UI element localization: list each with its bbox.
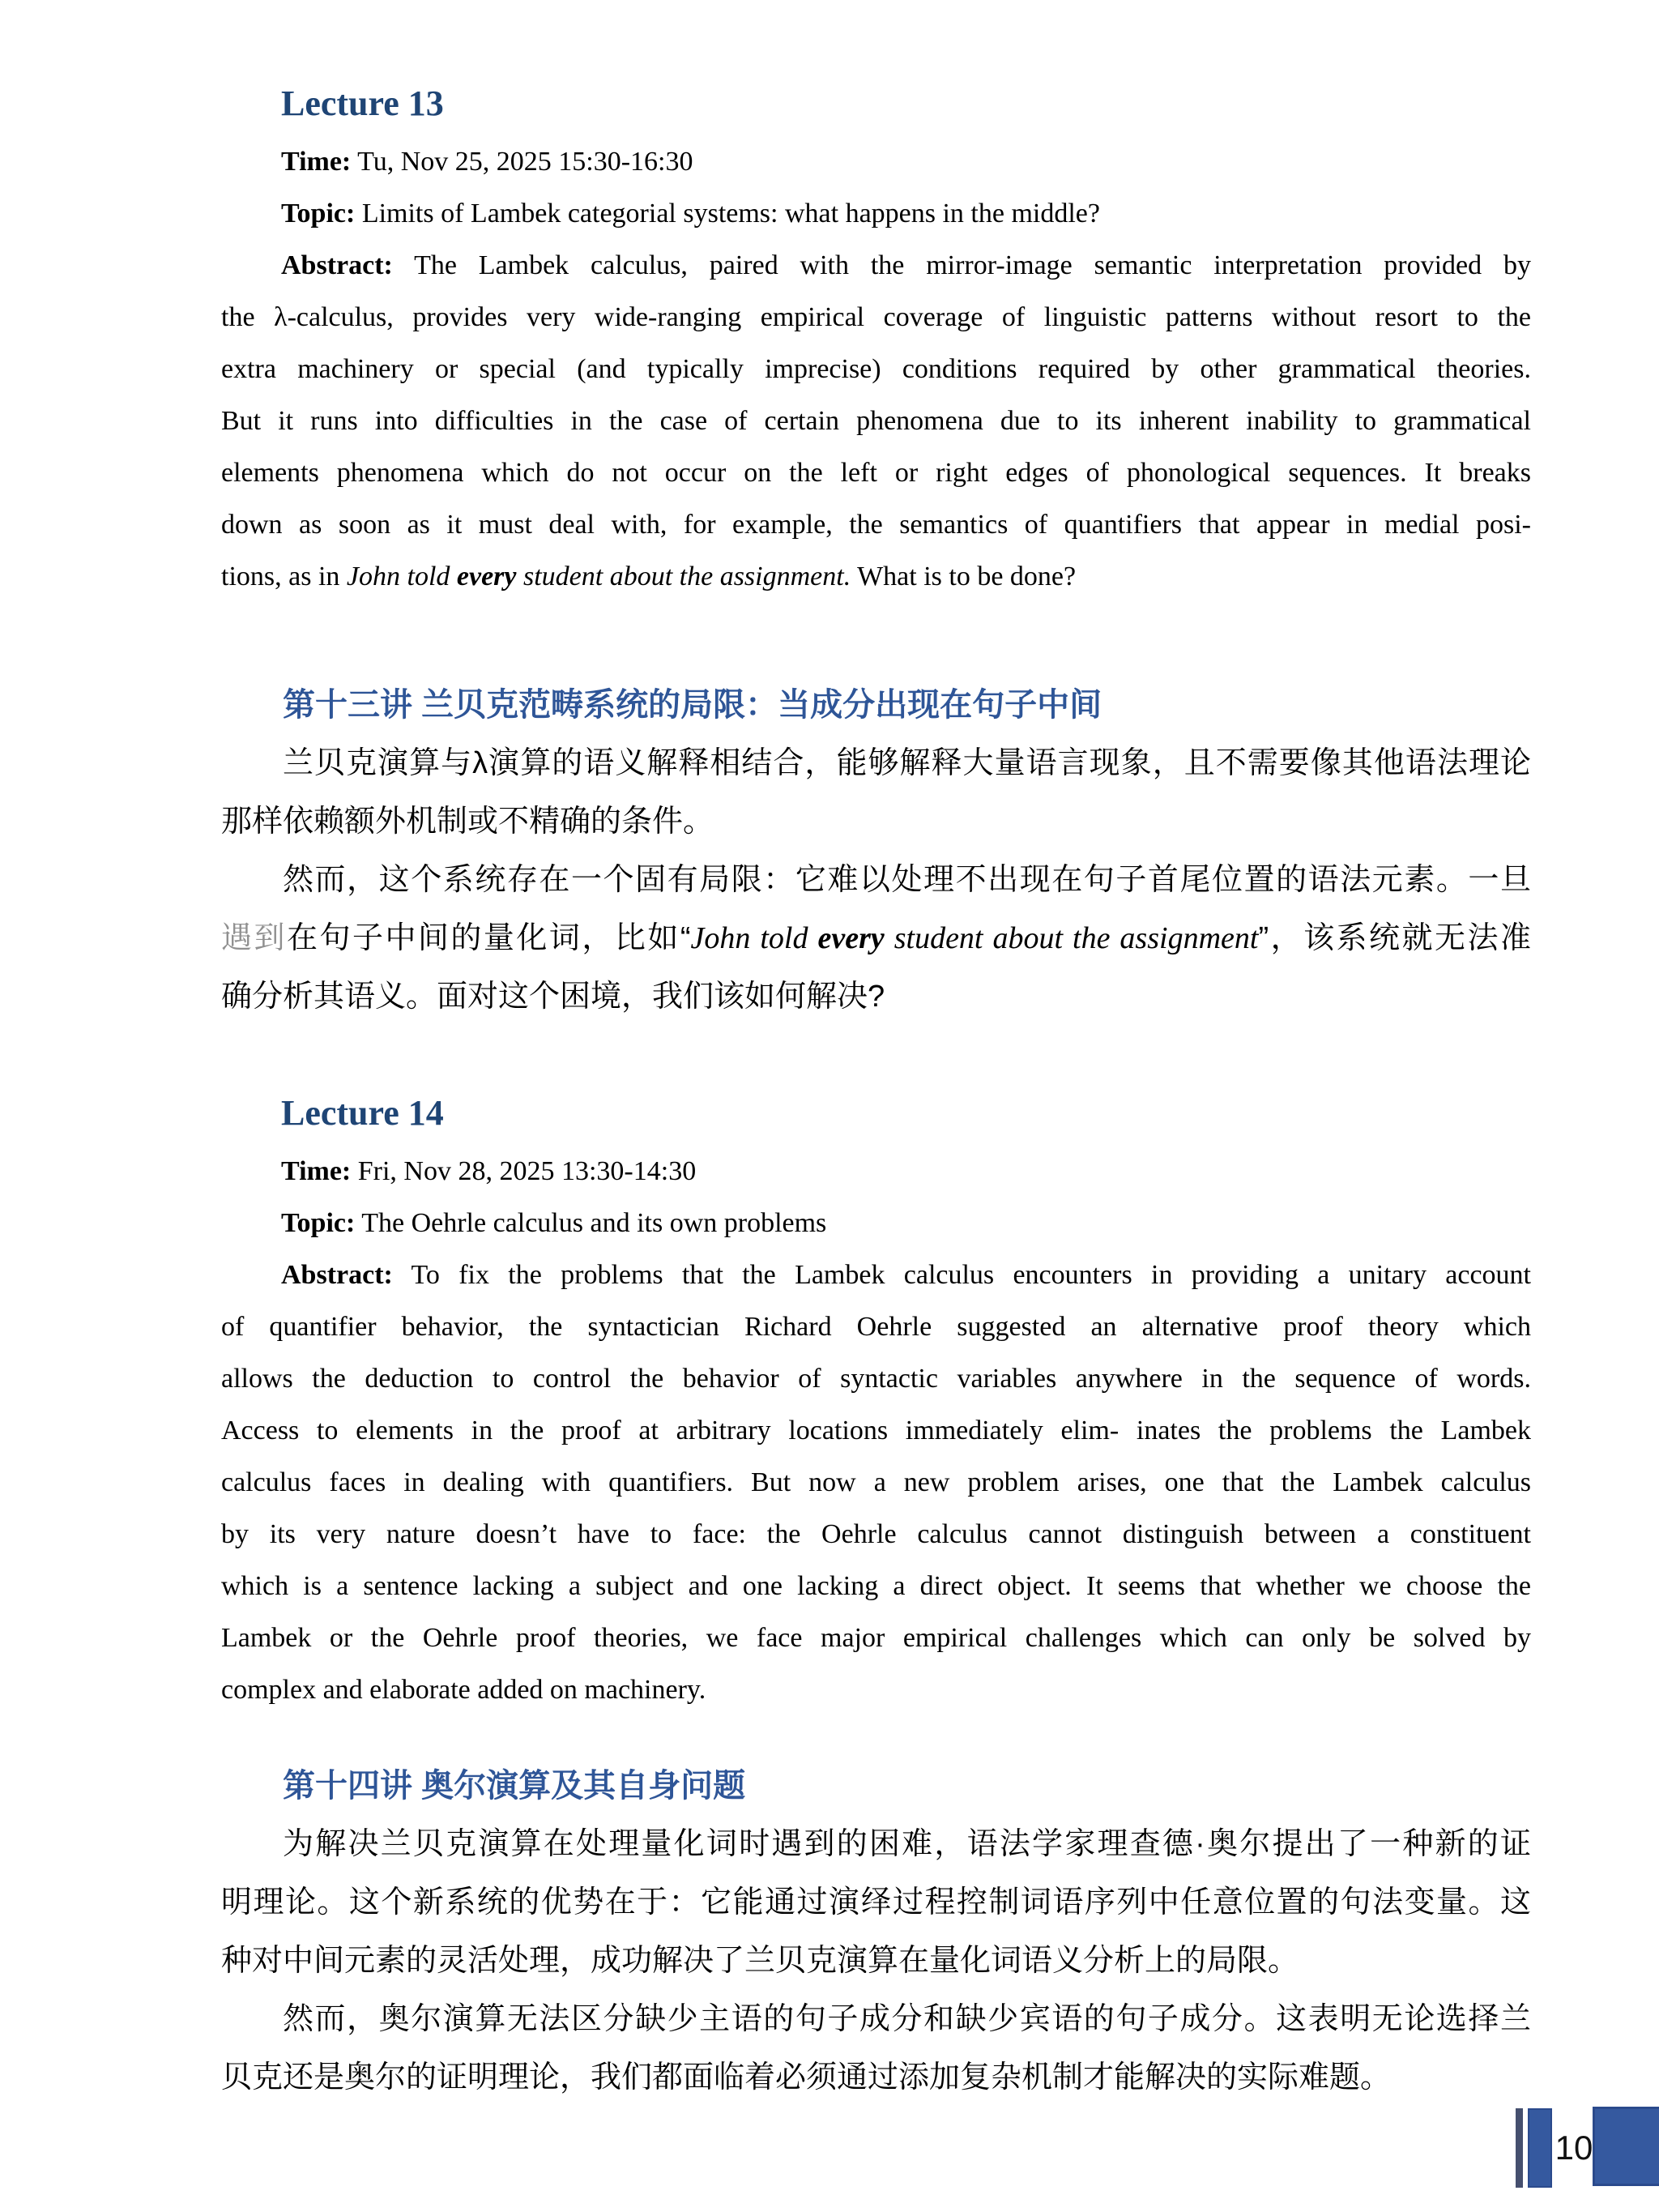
topic-label: Topic:	[281, 1208, 356, 1238]
time-value: Tu, Nov 25, 2025 15:30-16:30	[351, 147, 693, 177]
lecture13-abstract	[221, 240, 1531, 603]
topic-value: The Oehrle calculus and its own problems	[355, 1208, 827, 1238]
abstract-line: the λ-calculus, provides very wide-ranging empirical coverage of linguistic patterns without resort to the	[221, 302, 1531, 332]
cn13-line: 遇到在句子中间的量化词，比如“John told every student about the assignment”，该系统就无法准	[221, 921, 1531, 955]
abstract-label: Abstract:	[281, 1260, 393, 1290]
lecture14-time-line	[281, 1146, 1531, 1198]
abstract-line: which is a sentence lacking a subject and one lacking a direct object. It seems that whether we choose the	[221, 1571, 1531, 1601]
abstract-line: But it runs into difficulties in the case of certain phenomena due to its inherent inability to grammatical	[221, 406, 1531, 436]
abstract-label: Abstract:	[281, 250, 393, 280]
abstract-line: Abstract: The Lambek calculus, paired with the mirror-image semantic interpretation provided by	[281, 250, 1531, 280]
abstract-line: Abstract: To fix the problems that the Lambek calculus encounters in providing a unitary account	[281, 1260, 1531, 1290]
time-label: Time:	[281, 1156, 352, 1186]
abstract-line: calculus faces in dealing with quantifiers. But now a new problem arises, one that the Lambek calculus	[221, 1467, 1531, 1497]
quoted-english: John told every student about the assignment	[690, 921, 1259, 955]
lecture14-section	[221, 1091, 1531, 1716]
footer-accent-thin-bar	[1516, 2108, 1523, 2188]
cn14-line: 然而，奥尔演算无法区分缺少主语的句子成分和缺少宾语的句子成分。这表明无论选择兰	[283, 2002, 1531, 2036]
page-content	[221, 81, 1531, 2107]
cn14-heading: 第十四讲 奥尔演算及其自身问题	[283, 1768, 746, 1804]
abstract-line: extra machinery or special (and typically imprecise) conditions required by other grammatical theories.	[221, 354, 1531, 384]
cn14-line: 种对中间元素的灵活处理，成功解决了兰贝克演算在量化词语义分析上的局限。	[221, 1944, 1299, 1978]
lecture13-title: Lecture 13	[281, 83, 444, 123]
lecture13-time-line	[281, 136, 1531, 188]
time-label: Time:	[281, 147, 352, 177]
cn14-section	[221, 1757, 1531, 2107]
cn13-line: 兰贝克演算与λ演算的语义解释相结合，能够解释大量语言现象，且不需要像其他语法理论	[283, 746, 1531, 780]
topic-value: Limits of Lambek categorial systems: what happens in the middle?	[355, 199, 1100, 228]
lecture14-topic-line	[281, 1198, 1531, 1249]
lecture14-abstract	[221, 1249, 1531, 1716]
cn13-line: 那样依赖额外机制或不精确的条件。	[221, 805, 714, 839]
abstract-line: Lambek or the Oehrle proof theories, we face major empirical challenges which can only be solved by	[221, 1623, 1531, 1653]
cn14-line: 明理论。这个新系统的优势在于：它能通过演绎过程控制词语序列中任意位置的句法变量。这	[221, 1885, 1531, 1919]
footer-accent-wide-bar	[1528, 2108, 1552, 2188]
abstract-line: allows the deduction to control the behavior of syntactic variables anywhere in the sequence of words.	[221, 1364, 1531, 1394]
abstract-line: complex and elaborate added on machinery.	[221, 1675, 706, 1705]
cn13-section	[221, 676, 1531, 1026]
footer-accent-big-bar	[1593, 2107, 1659, 2186]
lecture14-title: Lecture 14	[281, 1093, 444, 1133]
abstract-line: of quantifier behavior, the syntactician Richard Oehrle suggested an alternative proof theory which	[221, 1312, 1531, 1342]
cn13-heading: 第十三讲 兰贝克范畴系统的局限：当成分出现在句子中间	[283, 687, 1102, 723]
abstract-line: tions, as in John told every student about the assignment. What is to be done?	[221, 562, 1077, 591]
cn13-line: 然而，这个系统存在一个固有局限：它难以处理不出现在句子首尾位置的语法元素。一旦	[283, 863, 1531, 897]
topic-label: Topic:	[281, 199, 356, 228]
grey-text: 遇到	[221, 921, 287, 955]
abstract-line: by its very nature doesn’t have to face: the Oehrle calculus cannot distinguish between a constituent	[221, 1519, 1531, 1549]
cn14-line: 为解决兰贝克演算在处理量化词时遇到的困难，语法学家理查德·奥尔提出了一种新的证	[283, 1827, 1531, 1861]
page-number: 10	[1555, 2129, 1593, 2167]
time-value: Fri, Nov 28, 2025 13:30-14:30	[351, 1156, 697, 1186]
cn13-line: 确分析其语义。面对这个困境，我们该如何解决?	[221, 980, 885, 1014]
lecture13-topic-line	[281, 188, 1531, 240]
abstract-line: down as soon as it must deal with, for example, the semantics of quantifiers that appear in medial posi-	[221, 510, 1531, 540]
lecture13-section	[221, 81, 1531, 603]
abstract-line: elements phenomena which do not occur on the left or right edges of phonological sequences. It breaks	[221, 458, 1531, 488]
abstract-line: Access to elements in the proof at arbitrary locations immediately elim- inates the problems the Lambek	[221, 1416, 1531, 1445]
cn14-line: 贝克还是奥尔的证明理论，我们都面临着必须通过添加复杂机制才能解决的实际难题。	[221, 2060, 1392, 2095]
